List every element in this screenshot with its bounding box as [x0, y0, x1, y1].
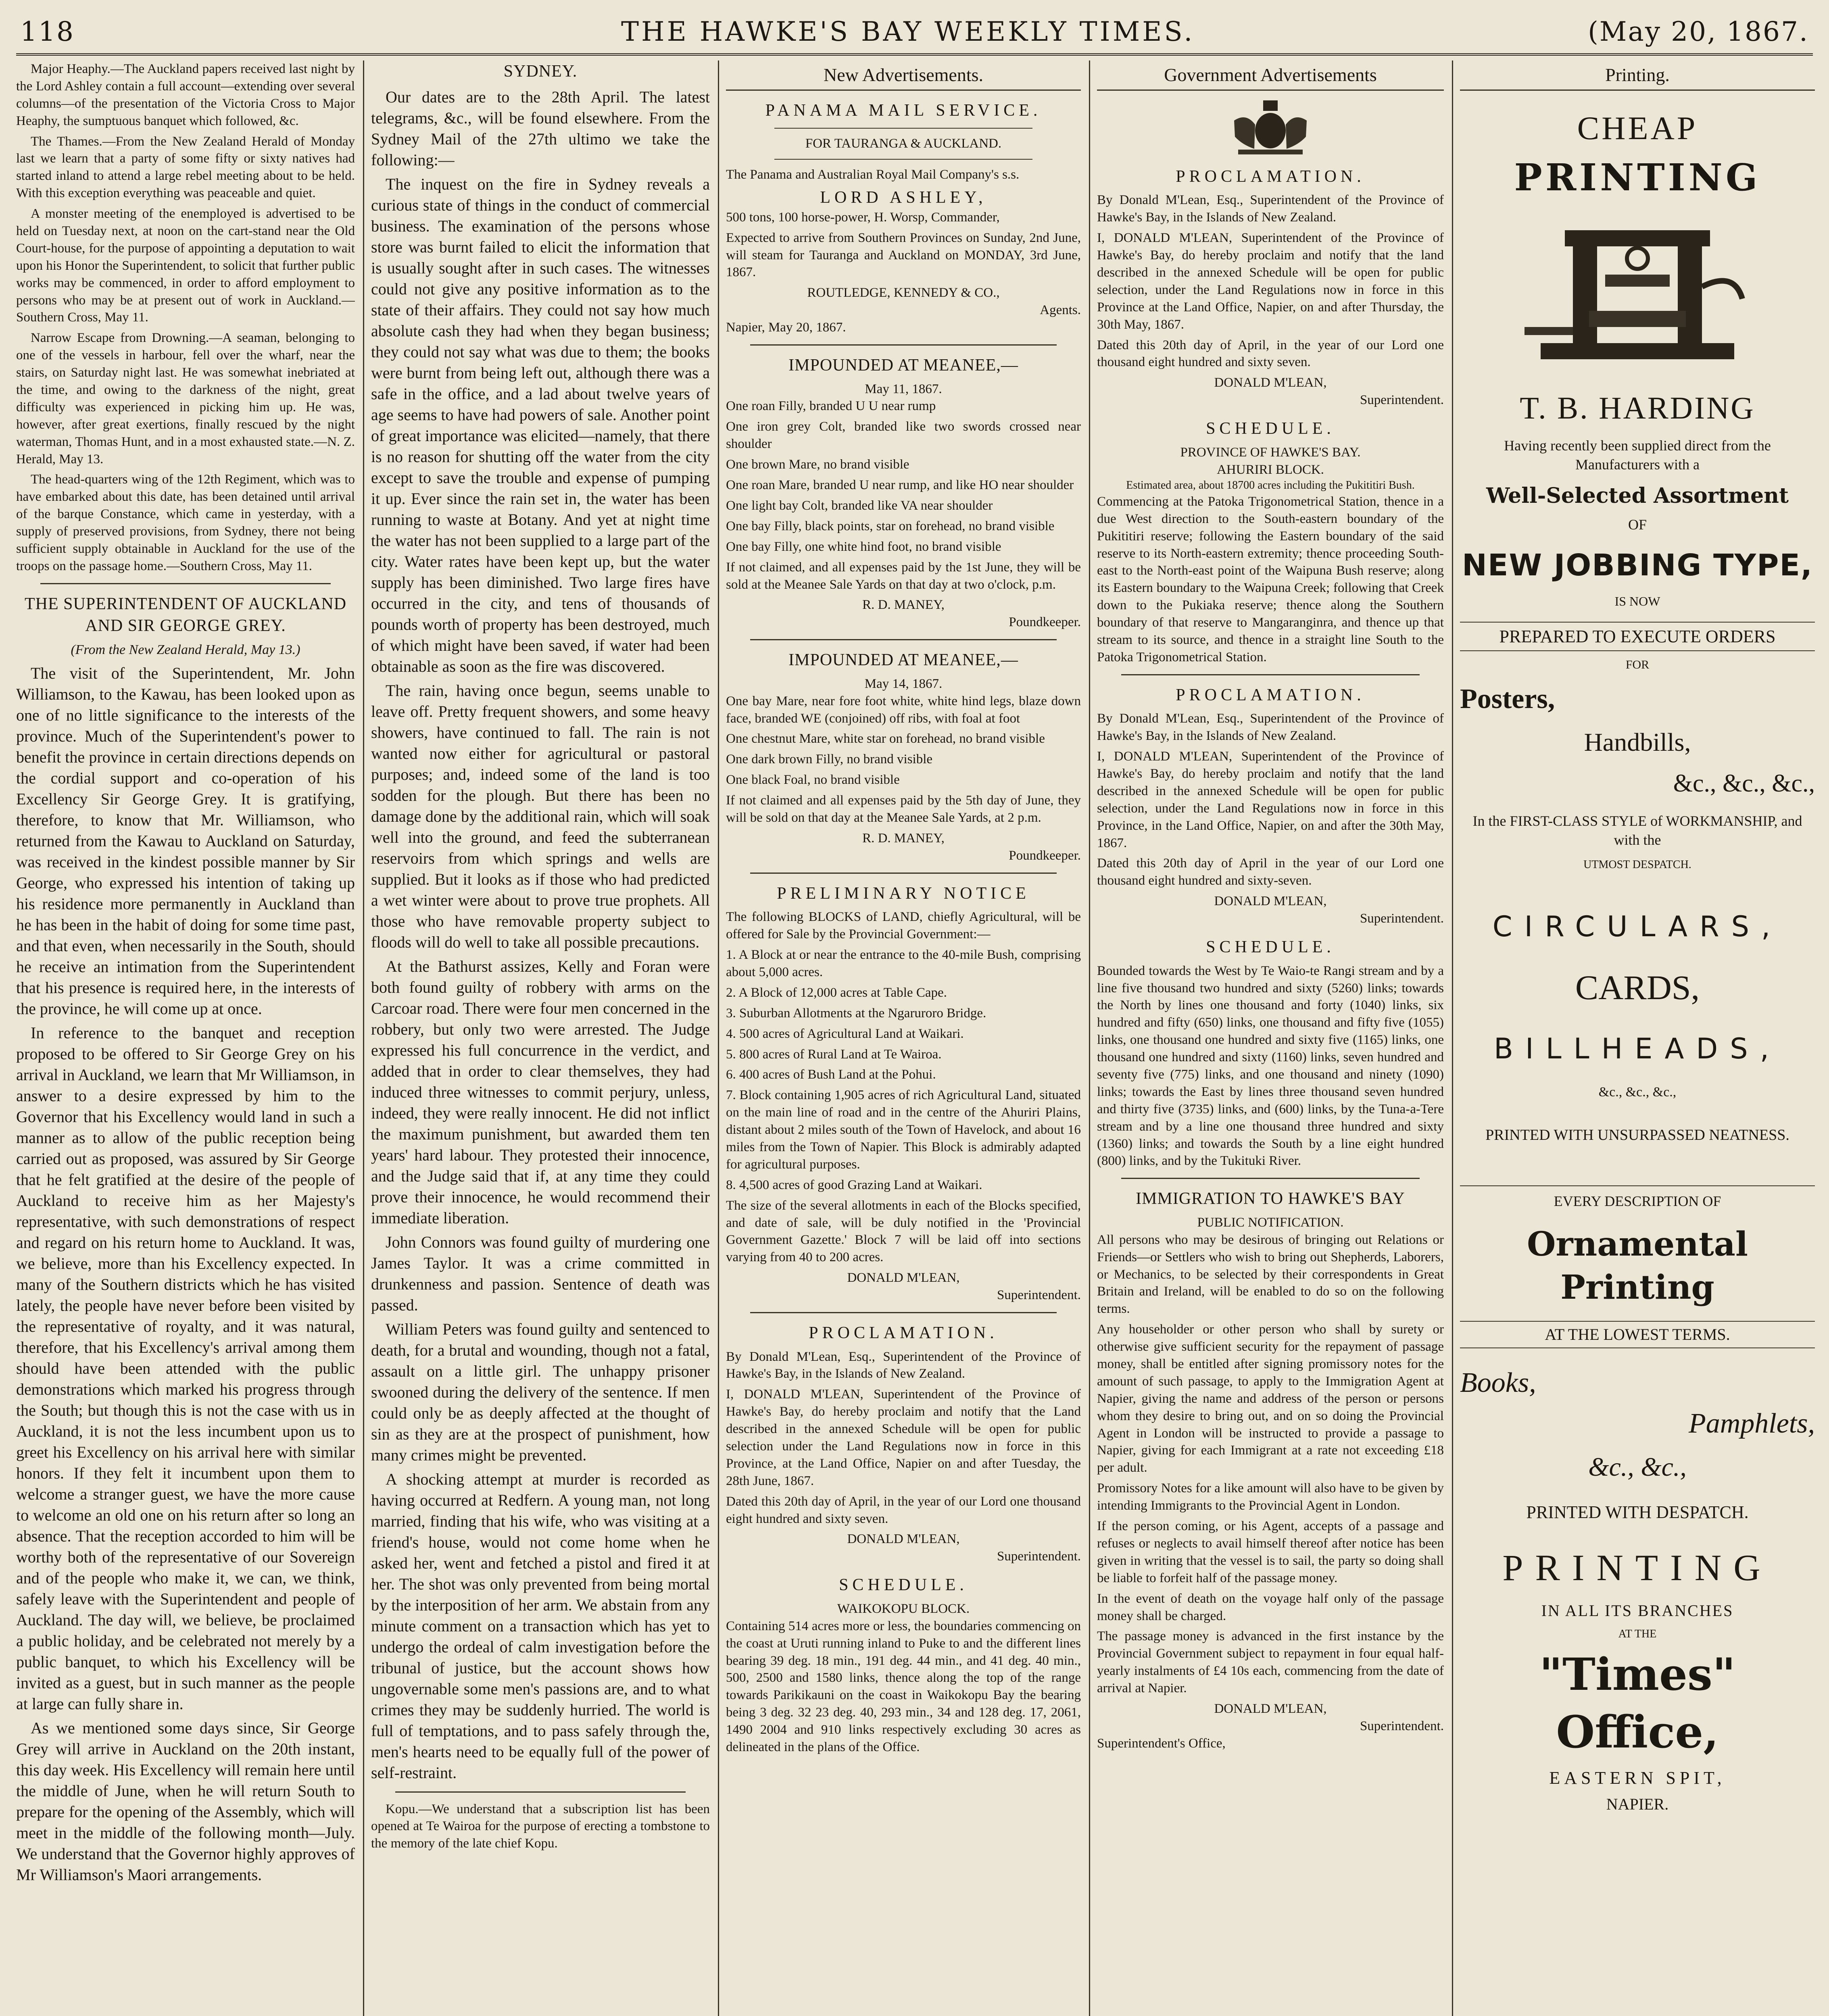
circulars-line: CIRCULARS,: [1492, 910, 1783, 943]
ad-date: May 11, 1867.: [865, 381, 942, 396]
impounded-item: One chestnut Mare, white star on forehead, no brand visible: [726, 731, 1045, 746]
ad-text: AT THE: [1618, 1628, 1657, 1641]
impounded-item: One bay Filly, black points, star on forehead, no brand visible: [726, 519, 1055, 533]
column-rule: [1089, 60, 1090, 2016]
ad-text: In the event of death on the voyage half only of the passage money shall be charged.: [1097, 1591, 1444, 1623]
masthead: [16, 9, 1813, 56]
article-paragraph: The rain, having once begun, seems unable to leave off. Pretty frequent showers, and some heavy showers, have continued to fall. The rain is not wanted now either for agricultural or pastoral purposes; and, indeed some of the land is too sodden for the plough. But there has been no damage done by the additional rain, which will soak well into the ground, and feed the subterranean reservoirs from which springs and wells are supplied. But it looks as if those who had predicted a wet winter were about to prove true prophets. All those who have removable property subject to floods will do well to take all possible precautions.: [371, 681, 710, 951]
block-name: WAIKOKOPU BLOCK.: [837, 1601, 970, 1616]
article-paragraph: William Peters was found guilty and sentenced to death, for a brutal and wounding, though not a fatal, assault on a little girl. The unhappy prisoner swooned during the delivery of the sentence. If men could only be as deeply affected at the thought of sin as they are at the prospect of punishment, how many crimes might be prevented.: [371, 1320, 710, 1464]
cards-line: CARDS,: [1575, 968, 1700, 1007]
ad-text: The passage money is advanced in the first instance by the Provincial Government subject to repayment in four equal half-yearly instalments of £4 10s each, commencing from the date of arrival at Napier.: [1097, 1629, 1444, 1696]
divider: [750, 639, 1057, 640]
divider: [1121, 1178, 1420, 1179]
signer-role: Superintendent.: [997, 1288, 1081, 1303]
impounded-item: One black Foal, no brand visible: [726, 773, 900, 787]
signer: DONALD M'LEAN,: [1214, 894, 1327, 909]
assortment-line: Well-Selected Assortment: [1486, 483, 1789, 508]
ad-text: I, DONALD M'LEAN, Superintendent of the Province of Hawke's Bay, do hereby proclaim and notify that the Land described in the annexed Schedule will be open for public selection under the Land Regulations now in force in this Province, at the Land Office, Napier on and after Tuesday, the 28th June, 1867.: [726, 1387, 1081, 1488]
impounded-item: One roan Filly, branded U U near rump: [726, 399, 936, 414]
ad-immigration: [1097, 1188, 1444, 1752]
ad-text: Dated this 20th day of April, in the year of our Lord one thousand eight hundred and sixty seven.: [1097, 337, 1444, 370]
schedule-heading: SCHEDULE.: [839, 1576, 968, 1595]
article-paragraph: In reference to the banquet and reception proposed to be offered to Sir George Grey on his arrival in Auckland, we learn that Mr Williamson, in answer to a desire expressed by him to the Governor that his Excellency would land in such a manner as to allow of the public reception being carried out as proposed, was assured by Sir George that he felt gratified at the desire of the people of Auckland to receive him as her Majesty's representative, with such demonstrations of respect and regard on his return home to Auckland. It was, we believe, more than his Excellency expected. In many of the Southern districts which he has visited lately, the people have never before been visited by the representative of royalty, and it was natural, therefore, that his Excellency's arrival among them should have been attended with the public demonstrations which marked his progress through the South; but though this is not the case with us in Auckland, it is not the less incumbent upon us to greet his Excellency on his arrival here with similar honors. If they felt it incumbent upon them to welcome a stranger guest, we have the more cause to welcome an old one on his return after so long an absence. That the reception accorded to him will be worthy both of the representative of our Sovereign and of the people who make it, we can, we think, safely leave with the Superintendent and people of Auckland. The day will, we believe, be proclaimed a public holiday, and be celebrated not merely by a public banquet, to which his Excellency will be invited as a guest, but in such manner as the people at large can fully share in.: [16, 1024, 355, 1713]
land-block-item: 4. 500 acres of Agricultural Land at Waikari.: [726, 1026, 964, 1041]
article-heading: THE SUPERINTENDENT OF AUCKLAND AND SIR GEORGE GREY.: [24, 594, 347, 635]
page-number: 118: [20, 16, 75, 47]
ad-title: PRELIMINARY NOTICE: [777, 884, 1030, 903]
schedule-heading: SCHEDULE.: [1206, 938, 1335, 957]
ad-text: UTMOST DESPATCH.: [1583, 858, 1691, 871]
schedule-text: Bounded towards the West by Te Waio-te Rangi stream and by a line five thousand two hundred and sixty (5260) links; towards the North by lines one thousand and forty (1040) links, six hundred and fifty (650) links, one thousand and fifty five (1055) links, one thousand one hundred and sixty five (1165) links, one thousand one hundred and sixty (1160) links, seven hundred and seventy five (775) links, and one thousand and ninety (1090) links; towards the East by lines three thousand seven hundred and thirty five (3735) links, and (600) links, by the Tuna-a-Tere stream and by a line one thousand three hundred and sixty (1360) links; and towards the South by a line eight hundred (800) links, and by the Tukituki River.: [1097, 963, 1444, 1168]
ad-text: I, DONALD M'LEAN, Superintendent of the Province of Hawke's Bay, do hereby proclaim and notify that the land described in the annexed Schedule will be open for public selection, under the Land Regulations now in force in this Province, in the Land Office, Napier, on and after the 30th May, 1867.: [1097, 749, 1444, 850]
impounded-item: One dark brown Filly, no brand visible: [726, 752, 933, 767]
printing-heading-2: PRINTING: [1502, 1547, 1773, 1589]
ad-text: By Donald M'Lean, Esq., Superintendent of the Province of Hawke's Bay, in the Islands of New Zealand.: [1097, 711, 1444, 744]
ad-title: IMMIGRATION TO HAWKE'S BAY: [1136, 1189, 1405, 1208]
ad-text: Having recently been supplied direct from the Manufacturers with a: [1504, 437, 1771, 473]
prepared-line: PREPARED TO EXECUTE ORDERS: [1460, 622, 1815, 651]
schedule-text: Containing 514 acres more or less, the boundaries commencing on the coast at Uruti running inland to Puke to and the different lines bearing 39 deg. 18 min., 191 deg. 44 min., and 41 deg. 40 min., 500, 2500 and 1580 links, thence along the top of the range towards Parikikauni on the coast in Waikokopu Bay the bearing being 3 deg. 32 23 deg. 40, 293 min., 34 and 128 deg. 17, 2061, 1490 2004 and 910 links respectively excluding 30 acres as delineated in the plans of the Office.: [726, 1618, 1081, 1754]
cheap-heading: CHEAP: [1577, 109, 1698, 146]
column-rule: [1452, 60, 1453, 2016]
divider: [395, 1791, 686, 1793]
ad-text: The size of the several allotments in each of the Blocks specified, and date of sale, will be duly notified in the 'Provincial Government Gazette.' Block 7 will be laid off into sections varying from 40 to 200 acres.: [726, 1198, 1081, 1265]
impounded-item: One roan Mare, branded U near rump, and like HO near shoulder: [726, 478, 1074, 493]
ad-title: IMPOUNDED AT MEANEE,—: [788, 651, 1018, 670]
signer: DONALD M'LEAN,: [1214, 375, 1327, 390]
printing-press-icon: [1525, 206, 1750, 375]
issue-date: (May 20, 1867.: [1588, 16, 1809, 47]
signer: R. D. MANEY,: [862, 831, 945, 846]
ad-impounded-1: [726, 354, 1081, 631]
ad-text: Dated this 20th day of April, in the year of our Lord one thousand eight hundred and sixty seven.: [726, 1494, 1081, 1526]
etc-line: &c., &c., &c.,: [1673, 769, 1815, 797]
section-header: Government Advertisements: [1097, 60, 1444, 91]
ad-text: All persons who may be desirous of bringing out Relations or Friends—or Settlers who wish to bring out Shepherds, Laborers, or Mechanics, to be selected by their correspondents in Great Britain and Ireland, will be enabled to do so on the following terms.: [1097, 1232, 1444, 1316]
ad-text: EVERY DESCRIPTION OF: [1460, 1185, 1815, 1211]
divider: [774, 159, 1032, 160]
signer-role: Superintendent.: [997, 1549, 1081, 1564]
divider: [774, 128, 1032, 129]
signer: DONALD M'LEAN,: [847, 1270, 960, 1285]
ad-text: If the person coming, or his Agent, accepts of a passage and refuses or neglects to avail himself thereof after notice has been given in writing that the vessel is to sail, the party so doing shall be liable to forfeit half of the passage money.: [1097, 1519, 1444, 1585]
agents-name: ROUTLEDGE, KENNEDY & CO.,: [807, 285, 1000, 300]
pamphlets-line: Pamphlets,: [1688, 1408, 1815, 1439]
ad-text: FOR: [1625, 658, 1650, 672]
ad-text: By Donald M'Lean, Esq., Superintendent of the Province of Hawke's Bay, in the Islands of New Zealand.: [1097, 193, 1444, 225]
divider: [750, 873, 1057, 874]
divider: [1121, 674, 1420, 675]
news-item-heaphy: Major Heaphy.—The Auckland papers received last night by the Lord Ashley contain a full account—extending over several columns—of the presentation of the Victoria Cross to Major Heaphy, the sumptuous banquet which followed, &c.: [16, 62, 355, 128]
ship-name: LORD ASHLEY,: [820, 188, 987, 207]
new-type-heading: NEW JOBBING TYPE,: [1462, 548, 1813, 583]
printing-heading: PRINTING: [1514, 156, 1761, 200]
news-item-thames: The Thames.—From the New Zealand Herald of Monday last we learn that a party of some fifty or sixty natives had started inland to attend a large rebel meeting about to be held. With this exception everything was peaceable and quiet.: [16, 134, 355, 201]
royal-crest-icon: [1226, 96, 1315, 157]
impounded-item: One bay Filly, one white hind foot, no brand visible: [726, 539, 1001, 554]
ad-text: IS NOW: [1614, 594, 1660, 608]
column-5: [1460, 60, 1815, 2016]
ad-title: PROCLAMATION.: [1176, 685, 1365, 704]
article-paragraph: A shocking attempt at murder is recorded as having occurred at Redfern. A young man, not long married, finding that his wife, who was visiting at a friend's house, would not come home when he asked her, went and fetched a pistol and fired it at her. The shot was only prevented from being mortal by the interposition of her arm. We abstain from any minute comment on a transaction which has yet to undergo the ordeal of calm investigation before the tribunal of justice, but the account shows how ungovernable some men's passions are, and to what crimes they may be suddenly hurried. The world is full of temptations, and to pass safely through the, men's hearts need to be equally full of the power of self-restraint.: [371, 1470, 710, 1782]
signer: DONALD M'LEAN,: [847, 1532, 960, 1547]
office-name: Superintendent's Office,: [1097, 1736, 1226, 1751]
signer-role: Superintendent.: [1360, 393, 1444, 408]
newspaper-title: THE HAWKE'S BAY WEEKLY TIMES.: [621, 16, 1195, 47]
article-paragraph: John Connors was found guilty of murdering one James Taylor. It was a crime committed in drunkenness and passion. Sentence of death was passed.: [371, 1233, 710, 1314]
signer: R. D. MANEY,: [862, 598, 945, 612]
times-office-line: "Times" Office,: [1539, 1648, 1736, 1758]
land-block-item: 3. Suburban Allotments at the Ngaruroro Bridge.: [726, 1006, 986, 1020]
ad-text: OF: [1628, 516, 1647, 533]
ad-date: Napier, May 20, 1867.: [726, 320, 846, 335]
column-2: [371, 60, 710, 2016]
ad-text: By Donald M'Lean, Esq., Superintendent of the Province of Hawke's Bay, in the Islands of New Zealand.: [726, 1349, 1081, 1381]
neatness-line: PRINTED WITH UNSURPASSED NEATNESS.: [1485, 1127, 1789, 1144]
block-name: AHURIRI BLOCK.: [1217, 462, 1324, 477]
article-source: (From the New Zealand Herald, May 13.): [71, 642, 300, 658]
schedule-text: Commencing at the Patoka Trigonometrical Station, thence in a due West direction to the South-eastern boundary of the Pukititiri reserve; following the Eastern boundary of the said reserve to its North-eastern extremity; thence proceeding South-east to the North-east point of the Waipuna Bush reserve; along its Eastern boundary to the Waipuna Creek; following that Creek down to the Pukiaka reserve; thence along the Southern boundary of that reserve to Mangaranginra, and thence up that stream to its source, and thence in a straight line South to the Patoka Trigonometrical Station.: [1097, 494, 1444, 664]
schedule-heading: SCHEDULE.: [1206, 419, 1335, 438]
land-block-item: 5. 800 acres of Rural Land at Te Wairoa.: [726, 1047, 942, 1062]
ad-preliminary-notice: [726, 883, 1081, 1304]
divider: [750, 1312, 1057, 1313]
news-item-drowning: Narrow Escape from Drowning.—A seaman, belonging to one of the vessels in harbour, fell over the wharf, near the stairs, on Saturday night last. He was somewhat inebriated at the time, and owing to the darkness of the night, great difficulty was experienced in picking him up. He was, however, after great exertions, finally rescued by the night waterman, Thomas Hunt, and in a most exhausted state.—N. Z. Herald, May 13.: [16, 331, 355, 467]
ad-subtitle: FOR TAURANGA & AUCKLAND.: [805, 136, 1002, 151]
ad-title: IMPOUNDED AT MEANEE,—: [788, 356, 1018, 375]
ad-impounded-2: [726, 649, 1081, 864]
article-paragraph: At the Bathurst assizes, Kelly and Foran were both found guilty of robbery with arms on the Carcoar road. There were four men concerned in the robbery, but only two were arrested. The Judge expressed his full concurrence in the verdict, and added that in order to clear themselves, they had induced three witnesses to commit perjury, unless, indeed, they were really innocent. He did not inflict the maximum punishment, but awarded them ten years' hard labour. They protested their innocence, and the Judge said that if, at any time they could prove their innocence, he would recommend their immediate liberation.: [371, 957, 710, 1227]
ad-text: 500 tons, 100 horse-power, H. Worsp, Commander,: [726, 210, 1000, 225]
ad-proclamation-tukituki: [1097, 684, 1444, 1170]
etc-line: &c., &c., &c.,: [1598, 1084, 1677, 1100]
land-block-item: 7. Block containing 1,905 acres of rich Agricultural Land, situated on the main line of road and in the centre of the Ahuriri Plains, distant about 2 miles south of the Town of Havelock, and about 16 miles from the Town of Napier. This Block is admirably adapted for agricultural purposes.: [726, 1088, 1081, 1172]
lowest-terms-line: AT THE LOWEST TERMS.: [1460, 1321, 1815, 1348]
agents-label: Agents.: [1040, 303, 1081, 318]
billheads-line: BILLHEADS,: [1493, 1032, 1781, 1065]
city-line: NAPIER.: [1606, 1795, 1669, 1813]
news-item-kopu: Kopu.—We understand that a subscription list has been opened at Te Wairoa for the purpose of erecting a tombstone to the memory of the late chief Kopu.: [371, 1801, 710, 1851]
signer-role: Poundkeeper.: [1009, 848, 1081, 863]
land-block-item: 2. A Block of 12,000 acres at Table Cape.: [726, 985, 947, 1000]
ad-panama-mail: [726, 100, 1081, 336]
column-1: [16, 60, 355, 2016]
ad-text: Dated this 20th day of April in the year of our Lord one thousand eight hundred and sixty-seven.: [1097, 856, 1444, 888]
ad-proclamation-waikokopu: [726, 1322, 1081, 1756]
ad-title: PANAMA MAIL SERVICE.: [765, 101, 1042, 120]
signer-role: Superintendent.: [1360, 911, 1444, 926]
signer-role: Superintendent.: [1360, 1718, 1444, 1733]
ad-title: PROCLAMATION.: [809, 1323, 998, 1342]
ad-text: The Panama and Australian Royal Mail Company's s.s.: [726, 167, 1020, 182]
impounded-item: One iron grey Colt, branded like two swords crossed near shoulder: [726, 419, 1081, 452]
land-block-item: 6. 400 acres of Bush Land at the Pohui.: [726, 1067, 936, 1082]
signer: DONALD M'LEAN,: [1214, 1701, 1327, 1716]
branches-line: IN ALL ITS BRANCHES: [1541, 1602, 1734, 1620]
column-3: [726, 60, 1081, 2016]
news-item-unemployed: A monster meeting of the enemployed is advertised to be held on Tuesday next, at noon on the cart-stand near the Old Court-house, for the purpose of appointing a deputation to wait upon his Honor the Superintendent, to solicit that further public works may be commenced, in order to afford employment to persons who may be at present out of work in Auckland.—Southern Cross, May 11.: [16, 206, 355, 325]
ornamental-line: Ornamental Printing: [1527, 1225, 1748, 1307]
article-paragraph: As we mentioned some days since, Sir George Grey will arrive in Auckland on the 20th instant, this day week. His Excellency will remain here until the middle of June, when he will return South to prepare for the opening of the Assembly, which will meet in the middle of the following month—July. We understand that the Governor highly approves of Mr Williamson's Maori arrangements.: [16, 1719, 355, 1884]
land-block-item: 1. A Block at or near the entrance to the 40-mile Bush, comprising about 5,000 acres.: [726, 948, 1081, 979]
divider: [40, 583, 331, 584]
news-item-regiment: The head-quarters wing of the 12th Regiment, which was to have embarked about this date, has been detained until arrival of the barque Constance, which came in yesterday, with a supply of preserved provisions, from Sydney, there not being sufficient supply obtainable in Auckland for the use of the troops on the passage home.—Southern Cross, May 11.: [16, 472, 355, 573]
column-rule: [363, 60, 364, 2016]
land-block-item: 8. 4,500 acres of good Grazing Land at Waikari.: [726, 1177, 982, 1192]
ad-text: If not claimed, and all expenses paid by the 1st June, they will be sold at the Meanee Sale Yards on that day at two o'clock, p.m.: [726, 560, 1081, 592]
section-header: Printing.: [1460, 60, 1815, 91]
ad-text: The following BLOCKS of LAND, chiefly Agricultural, will be offered for Sale by the Provincial Government:—: [726, 910, 1081, 942]
posters-line: Posters,: [1460, 683, 1555, 715]
ad-text: If not claimed and all expenses paid by the 5th day of June, they will be sold on that day at the Meanee Sale Yards, at 2 p.m.: [726, 793, 1081, 825]
books-line: Books,: [1460, 1367, 1536, 1399]
ad-text: Promissory Notes for a like amount will also have to be given by intending Immigrants to the Provincial Agent in London.: [1097, 1481, 1444, 1513]
impounded-item: One brown Mare, no brand visible: [726, 457, 909, 472]
ad-title: PROCLAMATION.: [1176, 167, 1365, 186]
ad-text: In the FIRST-CLASS STYLE of WORKMANSHIP, and with the: [1472, 813, 1802, 848]
ad-text: Any householder or other person who shall by surety or otherwise give sufficient security for the repayment of passage money, shall be entitled after signing promissory notes for the amount of such passage, to apply to the Immigration Agent at Napier, giving the name and address of the person or persons whom they desire to bring out, and on so doing the Provincial Agent in London will be instructed to provide a passage to Napier, giving for each Immigrant at a rate not exceeding £18 per adult.: [1097, 1322, 1444, 1475]
printer-name: T. B. HARDING: [1520, 390, 1755, 425]
ad-text: Expected to arrive from Southern Provinces on Sunday, 2nd June, will steam for Tauranga and Auckland on MONDAY, 3rd June, 1867.: [726, 230, 1081, 280]
handbills-line: Handbills,: [1584, 728, 1691, 757]
ad-date: May 14, 1867.: [864, 676, 943, 691]
article-heading: SYDNEY.: [503, 62, 578, 81]
article-paragraph: Our dates are to the 28th April. The latest telegrams, &c., will be found elsewhere. From the Sydney Mail of the 27th ultimo we take the following:—: [371, 87, 710, 169]
etc-line: &c., &c.,: [1588, 1452, 1687, 1482]
block-estimate: Estimated area, about 18700 acres including the Pukititiri Bush.: [1126, 479, 1415, 492]
article-paragraph: The inquest on the fire in Sydney reveals a curious state of things in the conduct of commercial business. The examination of the persons whose store was burnt failed to elicit the information that is usually sought after in such cases. The witnesses could not give any positive information as to the state of their affairs. They could not say how much absolute cash they had when they began business; they could not say what was due to them; the books were burnt from being left out, although there was a safe in the office, and a lad about twelve years of age seems to have had powers of sale. Another point of great importance was elicited—namely, that there is no reason for shutting off the water from the city except to save the trouble and expense of pumping it up. Ever since the rain set in, the water has been running to waste at Botany. And yet at night time the water has not been supplied to a large part of the city. Water rates have been kept up, but the water supply has been diminished. Two large fires have occurred in the city, and tens of thousands of pounds worth of property has been destroyed, much of which might have been saved, if water had been obtainable as soon as the fire was discovered.: [371, 175, 710, 675]
address-line: EASTERN SPIT,: [1549, 1768, 1726, 1788]
printed-despatch-line: PRINTED WITH DESPATCH.: [1526, 1502, 1749, 1522]
signer-role: Poundkeeper.: [1009, 615, 1081, 630]
divider: [750, 344, 1057, 346]
province-name: PROVINCE OF HAWKE'S BAY.: [1180, 445, 1361, 460]
ad-text: I, DONALD M'LEAN, Superintendent of the Province of Hawke's Bay, do hereby proclaim and notify that the land described in the annexed Schedule will be open for public selection, under the Land Regulations now in force in this Province at the Land Office, Napier, on and after Thursday, the 30th May, 1867.: [1097, 231, 1444, 332]
section-header: New Advertisements.: [726, 60, 1081, 91]
article-paragraph: The visit of the Superintendent, Mr. John Williamson, to the Kawau, has been looked upon as one of no little significance to the interests of the province. Much of the Superintendent's power to benefit the province in certain directions depends on the cordial support and co-operation of his Excellency Sir George Grey. It is gratifying, therefore, to know that Mr. Williamson, who returned from the Kawau to Auckland on Saturday, was received in the kindest possible manner by Sir George, who expressed his intention of taking up his residence more permanently in Auckland than he has been in the habit of doing for some time past, and that even, when necessarily in the South, should he receive an intimation from the Superintendent that his presence is required here, in the interests of the province, he will come up at once.: [16, 664, 355, 1018]
column-4: [1097, 60, 1444, 2016]
impounded-item: One light bay Colt, branded like VA near shoulder: [726, 498, 993, 513]
ad-subtitle: PUBLIC NOTIFICATION.: [1197, 1215, 1344, 1230]
ad-proclamation-ahuriri: [1097, 166, 1444, 666]
column-rule: [718, 60, 719, 2016]
impounded-item: One bay Mare, near fore foot white, white hind legs, blaze down face, branded WE (conjoined) off ribs, with foal at foot: [726, 694, 1081, 726]
